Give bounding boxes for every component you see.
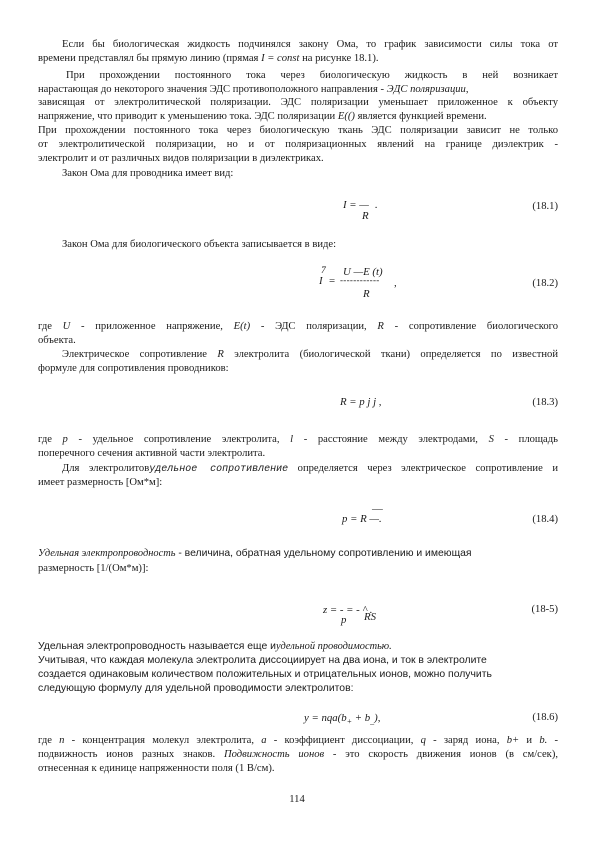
text-italic: I = const: [261, 53, 300, 64]
equation-fraction-bar: ------------: [340, 275, 380, 285]
paragraph-line: где U - приложенное напряжение, E(t) - ЭДС поляризации, R - сопротивление биологического: [38, 321, 558, 332]
equation-number: (18-5): [531, 604, 558, 615]
paragraph-line: размерность [1/(Ом*м)]:: [38, 563, 149, 574]
paragraph-line: где n - концентрация молекул электролита, a - коэффициент диссоциации, q - заряд иона, b+ и b. -: [38, 735, 558, 746]
text: Закон Ома для биологического объекта записывается в виде:: [62, 239, 337, 250]
equation-number: (18.2): [532, 278, 558, 289]
paragraph-line: объекта.: [38, 335, 76, 346]
paragraph-line: подвижность ионов разных знаков. Подвижность ионов - это скорость движения ионов (в см/сек),: [38, 749, 558, 760]
paragraph-line: [38, 124, 558, 137]
text: зависящая от электролитической поляризации. ЭДС поляризации уменьшает приложенное к объекту: [38, 97, 558, 108]
paragraph-line: [38, 52, 558, 65]
equation-18-4: p = R —.: [342, 513, 382, 525]
text-italic: ЭДС поляризации: [386, 84, 466, 95]
paragraph-line: [38, 96, 558, 109]
paragraph-line: Удельная электропроводность называется еще иудельной проводимостью.: [38, 641, 392, 652]
equation-lhs: I: [319, 275, 323, 287]
equation-number: (18.1): [532, 201, 558, 212]
paragraph-line: следующую формулу для удельной проводимости электролитов:: [38, 683, 354, 694]
text: времени представлял бы прямую линию (прямая: [38, 53, 262, 64]
text: При прохождении постоянного тока через биологическую жидкость в ней возникает: [66, 70, 558, 81]
text: от электролитической поляризации, но и от поляризационных явлений на границе диэлектрик -: [38, 139, 558, 150]
paragraph-line: формуле для сопротивления проводников:: [38, 363, 229, 374]
text: нарастающая до некоторого значения ЭДС противоположного направления -: [38, 84, 387, 95]
paragraph-line: Учитывая, что каждая молекула электролита диссоциирует на два иона, и ток в электролите: [38, 655, 487, 666]
equation-tail: .: [375, 199, 378, 211]
paragraph-line: [62, 167, 558, 180]
equation-number: (18.6): [532, 712, 558, 723]
paragraph-line: отнесенная к единице напряженности поля (1 В/см).: [38, 763, 275, 774]
equation-numerator: U —E (t): [343, 266, 383, 278]
equation-denominator: R: [363, 288, 370, 300]
paragraph-line: [62, 38, 558, 51]
paragraph-line: [38, 83, 558, 96]
equation-18-6: $y = nqa(b_+ + b_{\_})$,: [304, 712, 381, 727]
text: на рисунке 18.1).: [299, 53, 379, 64]
text: Если бы биологическая жидкость подчинялся закону Ома, то график зависимости силы тока от: [62, 39, 558, 50]
paragraph-line: [38, 138, 558, 151]
equation-denominator: R: [362, 210, 369, 222]
text: напряжение, что приводит к уменьшению тока. ЭДС поляризации: [38, 111, 338, 122]
text: При прохождении постоянного тока через биологическую ткань ЭДС поляризации зависит не только: [38, 125, 558, 136]
equation-denominator: p: [341, 614, 347, 626]
equation-denominator: RS: [364, 611, 376, 623]
equation-18-5: z = - = - ^ .: [323, 604, 373, 616]
equation-lhs: I = —: [343, 199, 369, 211]
text: Закон Ома для проводника имеет вид:: [62, 168, 234, 179]
paragraph-line: [38, 152, 558, 165]
paragraph-line: Удельная электропроводность - величина, обратная удельному сопротивлению и имеющая: [38, 548, 472, 559]
paragraph-line: где p - удельное сопротивление электролита, l - расстояние между электродами, S - площадь: [38, 434, 558, 445]
paragraph-line: имеет размерность [Ом*м]:: [38, 477, 163, 488]
text: является функцией времени.: [354, 111, 487, 122]
equation-tail: ,: [394, 277, 397, 289]
page-number: 114: [289, 794, 305, 805]
equation-superscript: 7: [321, 266, 326, 276]
paragraph-line: Для электролитовудельное сопротивление определяется через электрическое сопротивление и: [62, 463, 558, 475]
equation-18-3: R = p j j ,: [340, 396, 382, 408]
paragraph-line: создается одинаковым количеством положительных и отрицательных ионов, можно получить: [38, 669, 492, 680]
paragraph-line: [66, 69, 558, 82]
paragraph-line: Электрическое сопротивление R электролита (биологической ткани) определяется по известной: [62, 349, 558, 360]
text: ,: [465, 84, 469, 95]
equation-number: (18.3): [532, 397, 558, 408]
equation-number: (18.4): [532, 514, 558, 525]
paragraph-line: [62, 238, 558, 251]
equation-overbar: —: [372, 503, 383, 515]
equation-equals: =: [329, 275, 336, 287]
paragraph-line: [38, 110, 558, 123]
paragraph-line: поперечного сечения активной части электролита.: [38, 448, 266, 459]
text-italic: E((): [337, 111, 355, 122]
text: электролит и от различных видов поляризации в диэлектриках.: [38, 153, 324, 164]
